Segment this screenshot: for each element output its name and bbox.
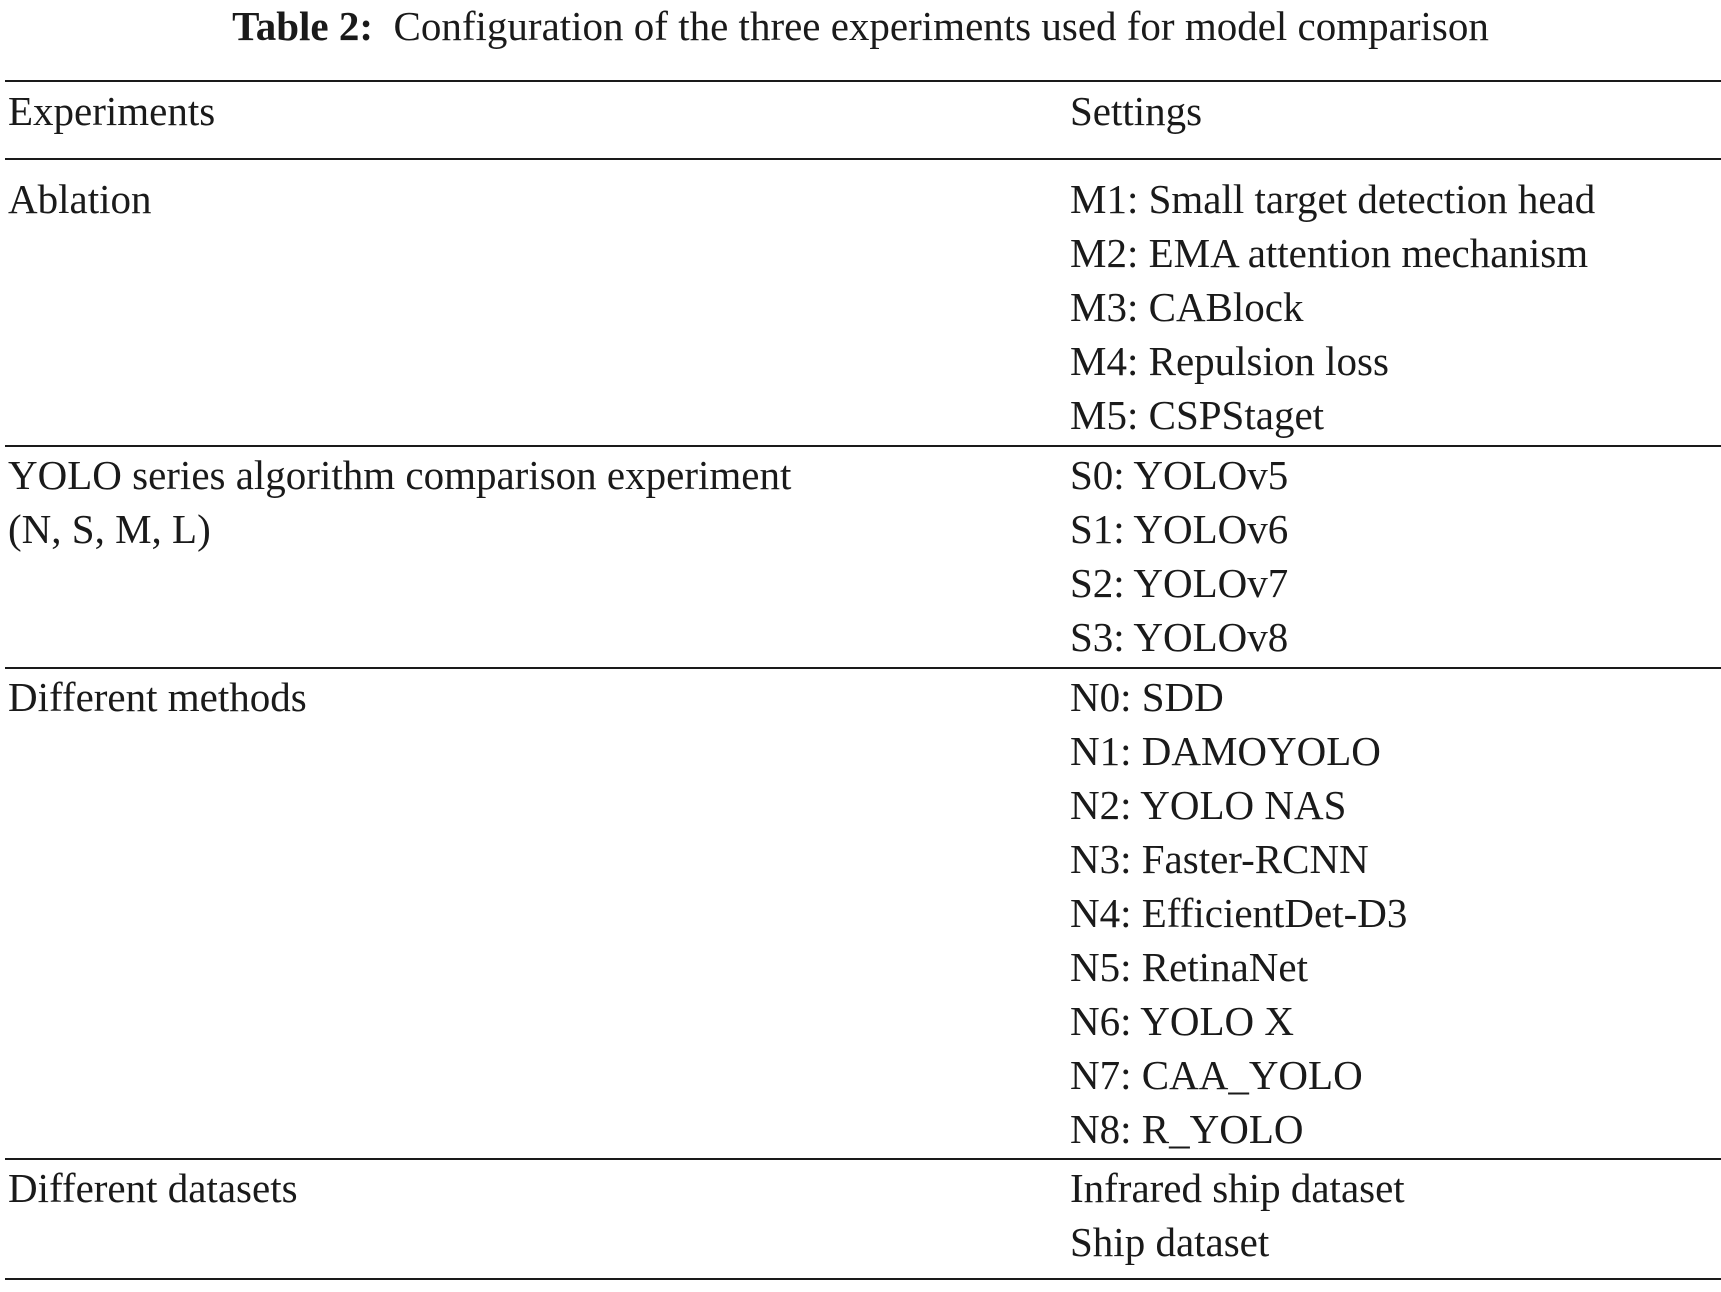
settings-cell bbox=[1070, 1161, 1405, 1269]
setting-item: N6: YOLO X bbox=[1070, 998, 1294, 1044]
experiment-cell bbox=[8, 670, 307, 724]
experiment-text: Different methods bbox=[8, 674, 307, 720]
setting-item: N7: CAA_YOLO bbox=[1070, 1052, 1363, 1098]
setting-item: M1: Small target detection head bbox=[1070, 176, 1596, 222]
setting-item: N0: SDD bbox=[1070, 674, 1224, 720]
setting-item: M3: CABlock bbox=[1070, 284, 1304, 330]
header-experiments: Experiments bbox=[8, 88, 216, 134]
experiment-cell bbox=[8, 448, 791, 556]
setting-item: Infrared ship dataset bbox=[1070, 1165, 1405, 1211]
setting-item: M4: Repulsion loss bbox=[1070, 338, 1389, 384]
settings-cell bbox=[1070, 448, 1288, 664]
table-caption bbox=[0, 2, 1721, 50]
setting-item: Ship dataset bbox=[1070, 1219, 1270, 1265]
experiment-text: Different datasets bbox=[8, 1165, 298, 1211]
experiment-text: YOLO series algorithm comparison experiment bbox=[8, 452, 792, 498]
table-top-rule bbox=[5, 80, 1721, 82]
row-divider bbox=[5, 667, 1721, 669]
table-bottom-rule bbox=[5, 1278, 1721, 1280]
setting-item: N1: DAMOYOLO bbox=[1070, 728, 1381, 774]
settings-cell bbox=[1070, 172, 1595, 442]
experiment-text: Ablation bbox=[8, 176, 152, 222]
setting-item: M2: EMA attention mechanism bbox=[1070, 230, 1589, 276]
setting-item: N3: Faster-RCNN bbox=[1070, 836, 1369, 882]
setting-item: N4: EfficientDet-D3 bbox=[1070, 890, 1408, 936]
setting-item: S0: YOLOv5 bbox=[1070, 452, 1289, 498]
experiment-cell bbox=[8, 172, 151, 226]
settings-cell bbox=[1070, 670, 1407, 1156]
setting-item: S2: YOLOv7 bbox=[1070, 560, 1289, 606]
experiment-text: (N, S, M, L) bbox=[8, 506, 211, 552]
table-header-rule bbox=[5, 158, 1721, 160]
header-settings: Settings bbox=[1070, 88, 1203, 134]
setting-item: N8: R_YOLO bbox=[1070, 1106, 1304, 1152]
table-caption-text: Configuration of the three experiments used for model comparison bbox=[393, 3, 1489, 49]
setting-item: M5: CSPStaget bbox=[1070, 392, 1325, 438]
row-divider bbox=[5, 1158, 1721, 1160]
setting-item: S3: YOLOv8 bbox=[1070, 614, 1289, 660]
setting-item: N5: RetinaNet bbox=[1070, 944, 1308, 990]
experiment-cell bbox=[8, 1161, 298, 1215]
setting-item: N2: YOLO NAS bbox=[1070, 782, 1347, 828]
setting-item: S1: YOLOv6 bbox=[1070, 506, 1289, 552]
table-caption-label: Table 2: bbox=[232, 3, 374, 49]
row-divider bbox=[5, 445, 1721, 447]
